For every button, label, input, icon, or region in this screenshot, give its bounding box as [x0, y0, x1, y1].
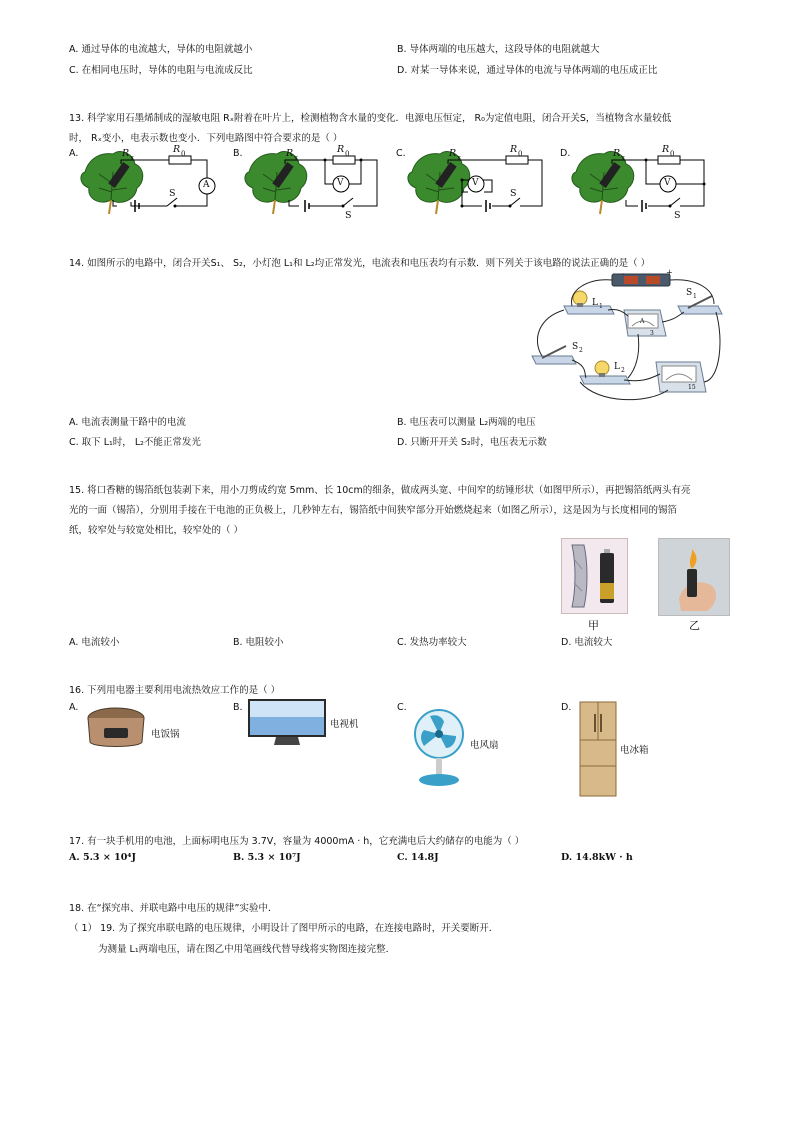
ammeter-label: A — [203, 180, 210, 190]
q13-circuit-c — [396, 144, 556, 222]
battery-minus: + — [666, 268, 673, 277]
r0-label: R — [337, 144, 345, 155]
r0-label: R — [173, 144, 181, 155]
switch-label: S — [169, 188, 176, 199]
q12-option-b: B. 导体两端的电压越大，这段导体的电阻就越大 — [397, 44, 600, 55]
q17-option-c: C. 14.8J — [397, 852, 439, 863]
r0-sub: 0 — [670, 150, 675, 158]
q13-circuit-b — [233, 144, 393, 222]
burning-foil-photo — [658, 538, 730, 616]
q13-circuit-a — [69, 144, 229, 222]
switch-label: S — [674, 210, 681, 221]
option-label: B. — [233, 148, 243, 159]
caption-yi: 乙 — [689, 619, 700, 632]
q17-stem: 17. 有一块手机用的电池，上面标明电压为 3.7V，容量为 4000mA · h，它充满电后大约储存的电能为（ ） — [69, 836, 525, 847]
rx-label: R — [613, 148, 621, 159]
q18-stem: 18. 在“探究串、并联电路中电压的规律”实验中． — [69, 903, 278, 914]
rx-label: R — [449, 148, 457, 159]
option-label: C. — [396, 148, 406, 159]
ammeter-icon — [624, 310, 666, 336]
switch-s1-icon — [678, 296, 722, 314]
q16-item-d: 电冰箱 — [620, 745, 649, 756]
r0-label: R — [662, 144, 670, 155]
voltmeter-scale: 15 — [688, 384, 696, 391]
q14-physical-circuit — [528, 270, 724, 406]
q15-stem-line1: 15. 将口香糖的锡箔纸包装剥下来，用小刀剪成约宽 5mm、长 10cm的细条，做成两头宽、中间窄的纺锤形状（如图甲所示），再把锡箔纸两头有亮 — [69, 485, 691, 496]
q14-option-c: C. 取下 L₁时， L₂不能正常发光 — [69, 437, 201, 448]
q12-option-c: C. 在相同电压时，导体的电阻与电流成反比 — [69, 65, 253, 76]
ammeter-letter: A — [640, 318, 645, 325]
q15-stem-line2: 光的一面（锡箔），分别用手接在干电池的正负极上，几秒钟左右，锡箔纸中间狭窄部分开始燃烧起来（如图乙所示），这是因为与长度相同的锡箔 — [69, 505, 678, 516]
q16-item-a: 电饭锅 — [151, 729, 180, 740]
q15-option-c: C. 发热功率较大 — [397, 637, 467, 648]
rx-sub: x — [294, 154, 298, 162]
voltmeter-label: V — [472, 178, 479, 188]
label-l1: L — [592, 298, 598, 308]
q16-stem: 16. 下列用电器主要利用电流热效应工作的是（ ） — [69, 685, 281, 696]
q16-item-c: 电风扇 — [470, 740, 499, 751]
q14-option-d: D. 只断开开关 S₂时，电压表无示数 — [397, 437, 547, 448]
r0-sub: 0 — [181, 150, 186, 158]
voltmeter-label: V — [664, 178, 671, 188]
r0-label: R — [510, 144, 518, 155]
q14-option-a: A. 电流表测量干路中的电流 — [69, 417, 186, 428]
rx-label: R — [122, 148, 130, 159]
refrigerator-icon — [578, 700, 618, 798]
q13-stem-line1: 13. 科学家用石墨烯制成的湿敏电阻 Rₓ附着在叶片上，检测植物含水量的变化．电源电压恒定， R₀为定值电阻，闭合开关S，当植物含水量较低 — [69, 113, 672, 124]
q16-item-b: 电视机 — [330, 719, 359, 730]
q15-stem-line3: 纸，较窄处与较宽处相比，较窄处的（ ） — [69, 525, 244, 536]
q17-option-a: A. 5.3 × 10⁴J — [69, 852, 136, 863]
q16-label-c: C. — [397, 702, 407, 713]
switch-label: S — [510, 188, 517, 199]
label-l1-sub: 1 — [599, 303, 603, 310]
rx-label: R — [286, 148, 294, 159]
label-s2-sub: 2 — [579, 347, 583, 354]
r0-sub: 0 — [518, 150, 523, 158]
q16-label-b: B. — [233, 702, 243, 713]
battery-icon — [612, 274, 670, 286]
television-icon — [246, 697, 328, 749]
q13-circuit-d — [560, 144, 720, 224]
label-l2-sub: 2 — [621, 367, 625, 374]
q16-label-a: A. — [69, 702, 79, 713]
rx-sub: x — [457, 154, 461, 162]
q15-option-d: D. 电流较大 — [561, 637, 613, 648]
label-l2: L — [614, 362, 620, 372]
battery-plus: - — [622, 269, 625, 278]
option-label: A. — [69, 148, 79, 159]
q12-option-a: A. 通过导体的电流越大，导体的电阻就越小 — [69, 44, 253, 55]
foil-photo — [561, 538, 628, 614]
rice-cooker-icon — [82, 702, 150, 752]
q18-part1-instruction: 为测量 L₁两端电压，请在图乙中用笔画线代替导线将实物图连接完整． — [98, 944, 396, 955]
voltmeter-label: V — [337, 178, 344, 188]
caption-jia: 甲 — [588, 619, 599, 632]
label-s2: S — [572, 342, 579, 352]
q15-option-b: B. 电阻较小 — [233, 637, 284, 648]
electric-fan-icon — [410, 706, 468, 790]
q17-option-b: B. 5.3 × 10⁷J — [233, 852, 301, 863]
q12-option-d: D. 对某一导体来说，通过导体的电流与导体两端的电压成正比 — [397, 65, 658, 76]
q14-stem-line1: 14. 如图所示的电路中，闭合开关S₁、 S₂，小灯泡 L₁和 L₂均正常发光，电流表和电压表均有示数．则下列关于该电路的说法正确的是（ ） — [69, 258, 651, 269]
q17-option-d: D. 14.8kW · h — [561, 852, 633, 863]
q15-option-a: A. 电流较小 — [69, 637, 120, 648]
label-s1-sub: 1 — [693, 293, 697, 300]
rx-sub: x — [621, 154, 625, 162]
q13-stem-line2: 时， Rₓ变小，电表示数也变小．下列电路图中符合要求的是（ ） — [69, 133, 343, 144]
label-s1: S — [686, 288, 693, 298]
option-label: D. — [560, 148, 571, 159]
q18-part1: （ 1） 19. 为了探究串联电路的电压规律，小明设计了图甲所示的电路，在连接电路时，开关要断开． — [69, 923, 499, 934]
switch-label: S — [345, 210, 352, 221]
q16-label-d: D. — [561, 702, 572, 713]
q14-option-b: B. 电压表可以测量 L₂两端的电压 — [397, 417, 536, 428]
voltmeter-icon — [656, 362, 706, 392]
r0-sub: 0 — [345, 150, 350, 158]
rx-sub: x — [130, 154, 134, 162]
ammeter-scale: 3 — [650, 330, 654, 337]
